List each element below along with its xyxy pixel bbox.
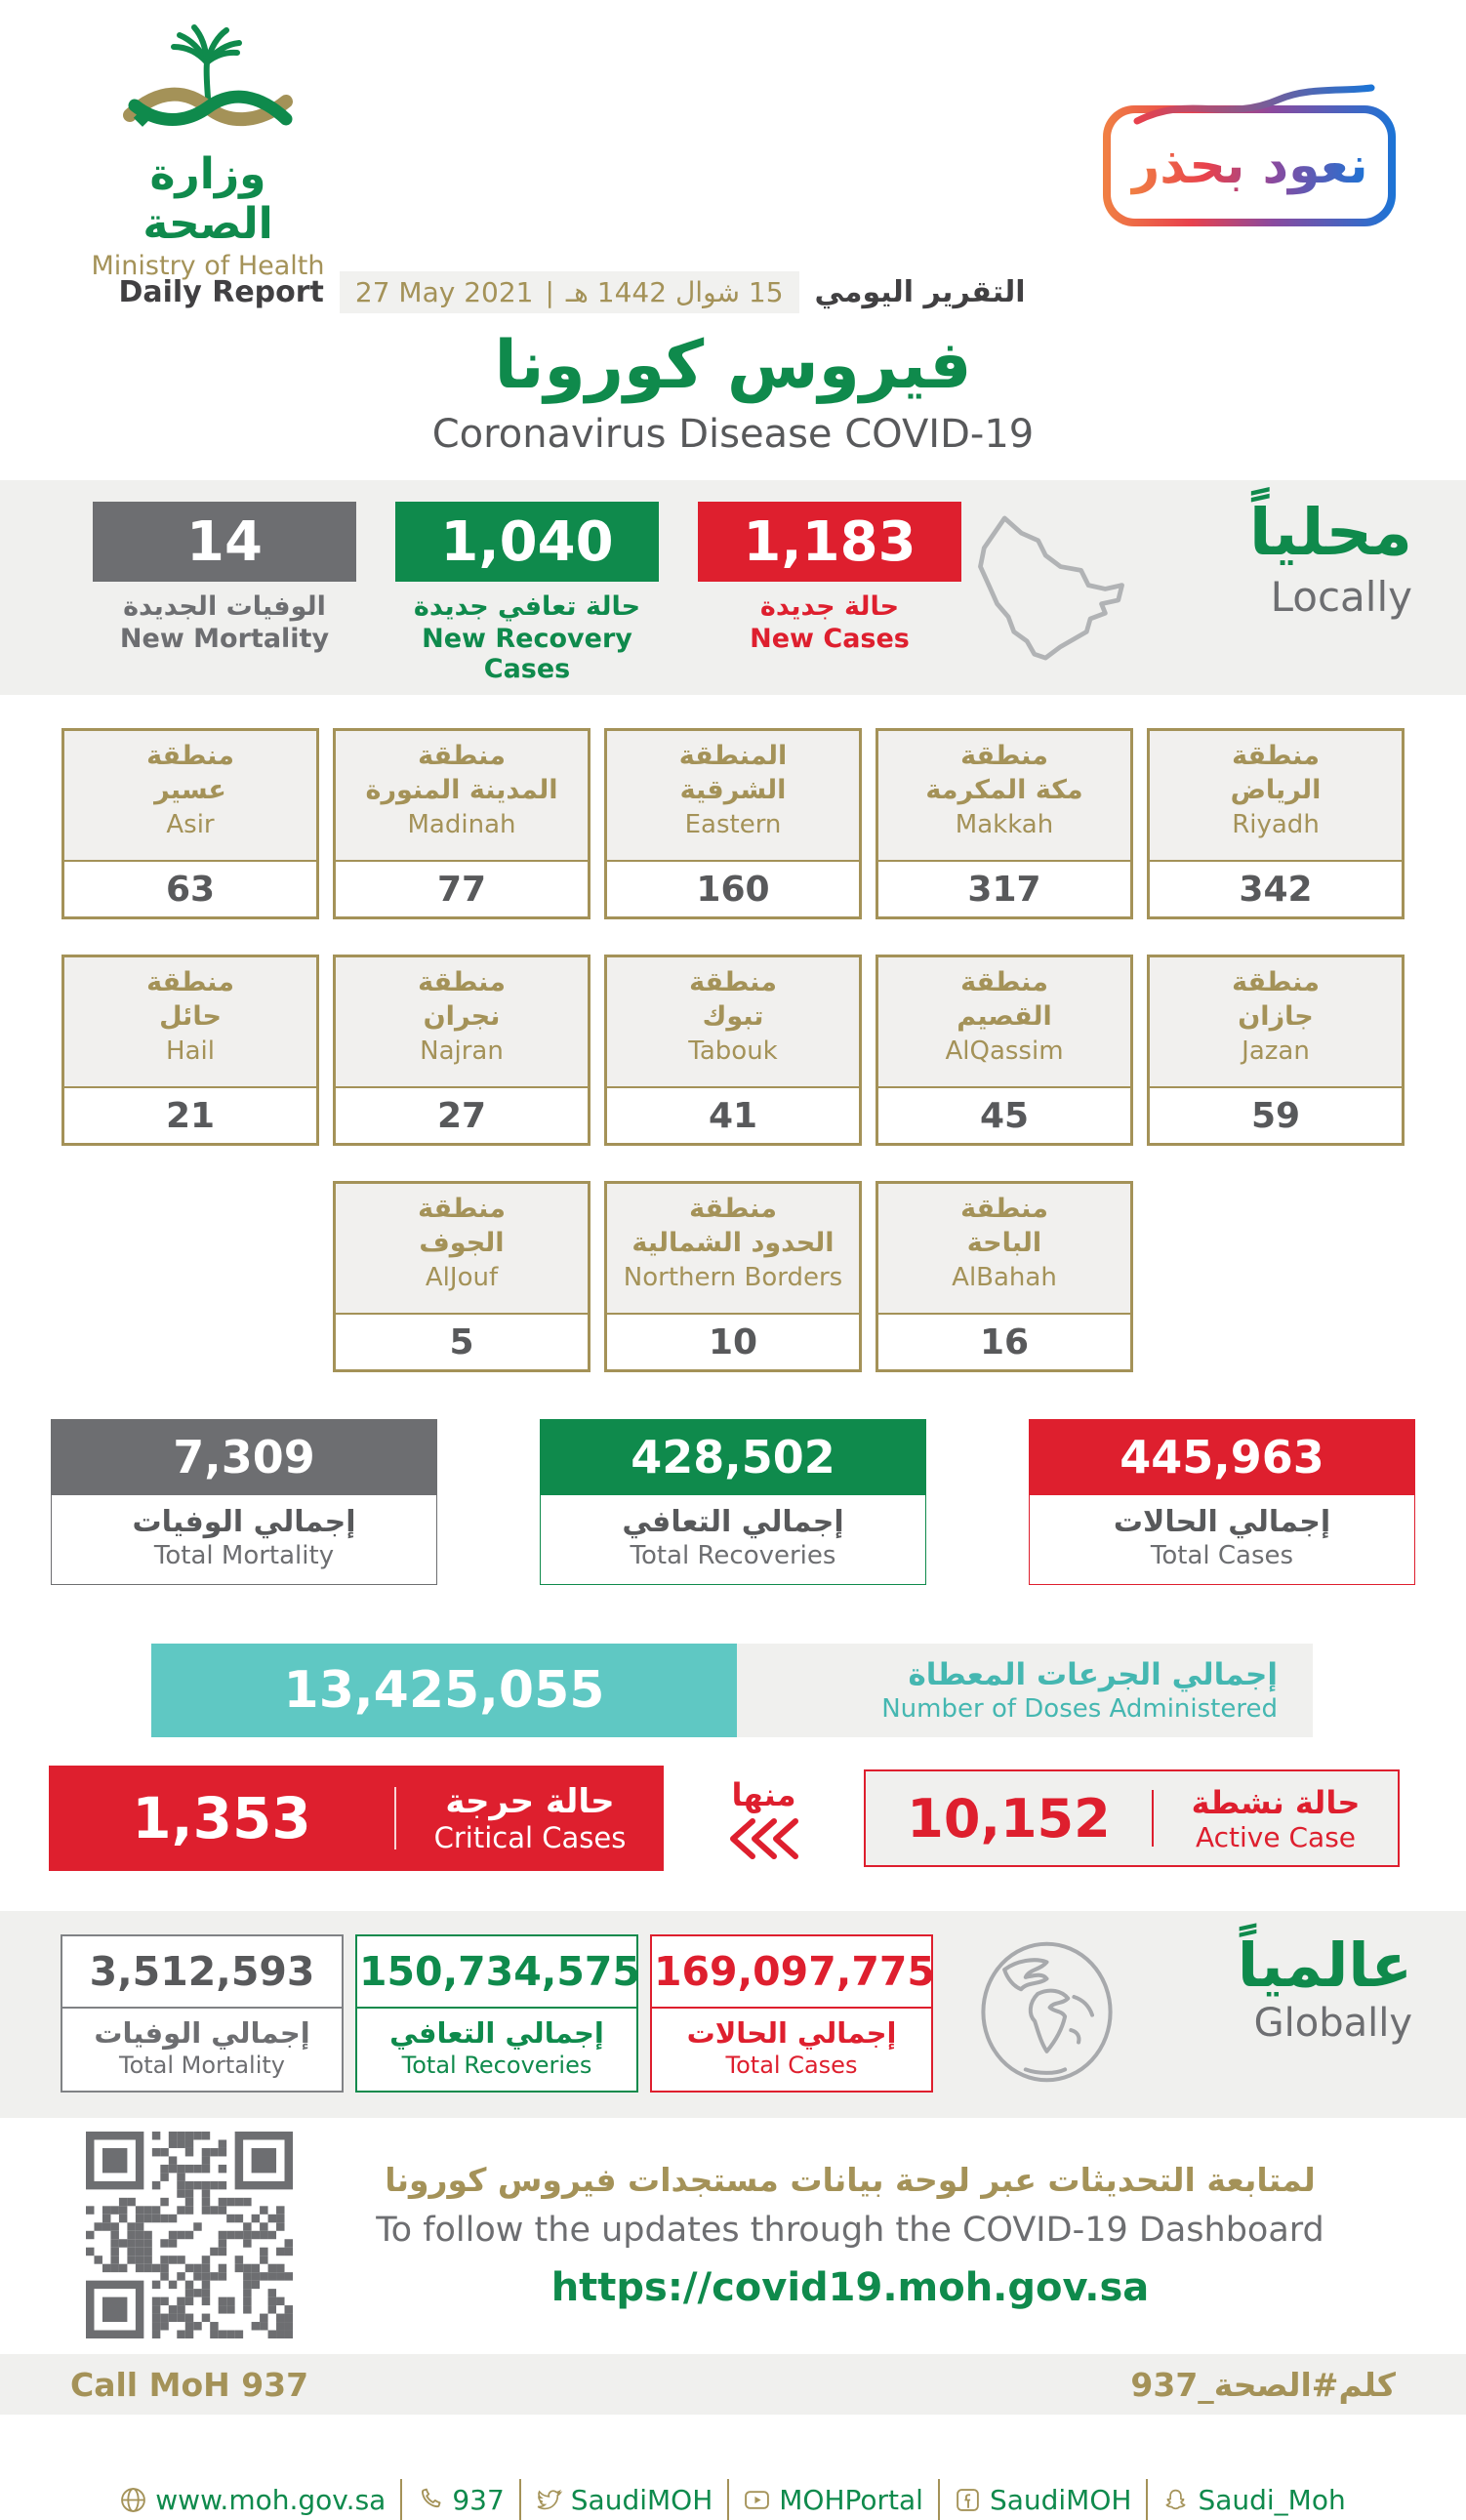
region-card (876, 955, 1133, 1146)
region-name-en: Northern Borders (623, 1263, 843, 1293)
total-labels (51, 1495, 437, 1585)
total-label-en: Total Mortality (153, 1541, 335, 1570)
call-moh-band (0, 2354, 1466, 2415)
region-name-ar: تبوك (702, 1001, 764, 1033)
dashboard-section (0, 2134, 1466, 2337)
region-card-header (607, 1184, 859, 1315)
stat-label-ar: الوفيات الجديدة (123, 591, 326, 622)
total-stat-box (51, 1419, 437, 1585)
globally-section (0, 1911, 1466, 2118)
facebook-link-text: SaudiMOH (989, 2483, 1132, 2516)
youtube-link-text: MOHPortal (779, 2483, 923, 2516)
region-card-header (607, 957, 859, 1088)
region-prefix-ar: المنطقة (678, 741, 788, 771)
footer-separator (519, 2479, 521, 2520)
facebook-icon (955, 2487, 981, 2513)
region-case-count: 63 (165, 869, 216, 910)
call-center-link[interactable] (417, 2484, 504, 2516)
date-chip (340, 271, 799, 313)
global-stat-box (650, 1934, 933, 2093)
region-card (333, 1181, 590, 1372)
region-name-ar: الباحة (966, 1228, 1042, 1259)
region-card (1147, 728, 1405, 919)
global-value: 169,097,775 (652, 1936, 931, 2009)
total-value: 7,309 (51, 1419, 437, 1495)
moh-logo-mark-icon (86, 21, 330, 143)
region-prefix-ar: منطقة (146, 741, 234, 771)
date-separator: | (545, 276, 554, 308)
region-card-header (64, 957, 316, 1088)
region-card-header (336, 731, 588, 862)
region-card-header (336, 1184, 588, 1315)
region-name-ar: الحدود الشمالية (631, 1228, 835, 1259)
global-labels (652, 2009, 931, 2091)
region-card-header (878, 957, 1130, 1088)
region-case-count: 10 (708, 1321, 758, 1362)
stat-label-en: New Recovery Cases (422, 624, 632, 684)
footer-separator (1146, 2479, 1148, 2520)
region-name-en: AlJouf (425, 1263, 499, 1293)
region-name-ar: الرياض (1230, 775, 1322, 806)
region-prefix-ar: منطقة (418, 1194, 506, 1224)
page-title-ar: فيروس كورونا (494, 327, 972, 404)
footer-separator (938, 2479, 940, 2520)
locally-heading-ar: محلياً (1248, 495, 1412, 570)
globally-heading-ar: عالمياً (1237, 1930, 1412, 2001)
global-value: 3,512,593 (62, 1936, 342, 2009)
global-label-en: Total Cases (725, 2052, 858, 2079)
locally-heading-en: Locally (1270, 572, 1412, 621)
hashtag-label: كلم#الصحة_937 (1130, 2365, 1396, 2404)
total-label-ar: إجمالي الوفيات (132, 1505, 356, 1539)
region-name-ar: القصيم (957, 1001, 1052, 1033)
doses-bar (151, 1644, 1313, 1737)
region-name-ar: الجوف (419, 1228, 505, 1259)
stat-label-ar: حالة تعافي جديدة (413, 591, 641, 622)
region-case-count: 342 (1239, 869, 1313, 910)
global-label-en: Total Mortality (118, 2052, 285, 2079)
region-case-count: 41 (708, 1095, 758, 1136)
region-card (604, 728, 862, 919)
total-label-ar: إجمالي الحالات (1113, 1505, 1331, 1539)
region-prefix-ar: منطقة (146, 967, 234, 997)
region-prefix-ar: منطقة (960, 741, 1048, 771)
globe-icon (120, 2487, 146, 2513)
dashboard-note-ar: لمتابعة التحديثات عبر لوحة بيانات مستجدات فيروس كورونا (385, 2160, 1316, 2199)
region-card (604, 955, 862, 1146)
region-name-en: AlBahah (952, 1263, 1057, 1293)
stat-value: 14 (93, 502, 356, 582)
region-card (1147, 955, 1405, 1146)
badge-frame (1103, 105, 1396, 226)
region-name-ar: نجران (423, 1001, 501, 1033)
doses-label-ar: إجمالي الجرعات المعطاة (908, 1657, 1278, 1692)
stat-value: 1,183 (698, 502, 961, 582)
region-name-en: Najran (420, 1036, 504, 1067)
region-name-en: Madinah (407, 810, 516, 840)
snapchat-link[interactable] (1162, 2484, 1345, 2516)
region-name-en: Tabouk (688, 1036, 778, 1067)
global-stat-box (61, 1934, 344, 2093)
left-chevrons-icon (727, 1817, 801, 1860)
return-with-caution-badge (1103, 105, 1396, 226)
call-center-link-text: 937 (452, 2483, 505, 2516)
total-stat-box (540, 1419, 926, 1585)
dashboard-note (293, 2161, 1466, 2310)
stat-label-ar: حالة جديدة (759, 591, 900, 622)
twitter-link[interactable] (536, 2484, 713, 2516)
region-name-ar: عسير (154, 775, 226, 806)
twitter-link-text: SaudiMOH (570, 2483, 713, 2516)
totals-row (0, 1372, 1466, 1585)
region-name-en: Eastern (684, 810, 782, 840)
region-name-en: Jazan (1242, 1036, 1310, 1067)
snapchat-link-text: Saudi_Moh (1198, 2483, 1346, 2516)
region-card-header (336, 957, 588, 1088)
region-name-en: Asir (166, 810, 215, 840)
region-case-count: 21 (165, 1095, 216, 1136)
total-value: 428,502 (540, 1419, 926, 1495)
header (0, 0, 1466, 281)
global-label-ar: إجمالي الحالات (686, 2016, 897, 2050)
critical-cases-value: 1,353 (132, 1785, 311, 1851)
total-stat-box (1029, 1419, 1415, 1585)
region-name-ar: جازان (1238, 1001, 1314, 1033)
report-date-row (0, 271, 1305, 313)
twitter-icon (536, 2487, 562, 2513)
footer-separator (400, 2479, 402, 2520)
region-case-count: 16 (979, 1321, 1030, 1362)
region-case-count: 5 (449, 1321, 474, 1362)
regions-row-1 (61, 728, 1405, 919)
region-name-ar: حائل (159, 1001, 222, 1033)
critical-cases-labels (396, 1782, 664, 1854)
region-case-count: 45 (979, 1095, 1030, 1136)
new-stat-box (698, 502, 961, 684)
region-card-header (64, 731, 316, 862)
youtube-icon (744, 2487, 770, 2513)
region-card-header (1150, 731, 1402, 862)
critical-cases-box (49, 1766, 664, 1871)
total-labels (540, 1495, 926, 1585)
total-label-ar: إجمالي التعافي (622, 1505, 844, 1539)
region-card (61, 955, 319, 1146)
website-link[interactable] (120, 2484, 386, 2516)
doses-label-en: Number of Doses Administered (881, 1694, 1278, 1724)
active-label-ar: حالة نشطة (1191, 1783, 1361, 1821)
globe-icon (971, 1936, 1122, 2088)
moh-logo (86, 21, 330, 281)
regions-grid (0, 695, 1466, 1372)
call-moh-label: Call MoH 937 (70, 2365, 309, 2404)
doses-value: 13,425,055 (151, 1644, 737, 1737)
region-name-en: AlQassim (945, 1036, 1064, 1067)
region-card-header (878, 731, 1130, 862)
region-case-count: 27 (436, 1095, 487, 1136)
region-card (333, 728, 590, 919)
region-case-count: 77 (436, 869, 487, 910)
page-title-en: Coronavirus Disease COVID-19 (431, 412, 1035, 457)
region-card (876, 1181, 1133, 1372)
region-prefix-ar: منطقة (960, 967, 1048, 997)
region-case-count: 59 (1250, 1095, 1301, 1136)
badge-body (1111, 113, 1388, 219)
region-card (604, 1181, 862, 1372)
doses-labels (737, 1644, 1313, 1737)
active-cases-value: 10,152 (907, 1787, 1111, 1849)
total-label-en: Total Cases (1150, 1541, 1294, 1570)
region-card-header (878, 1184, 1130, 1315)
logo-title-ar: وزارة الصحة (143, 149, 273, 249)
region-card (333, 955, 590, 1146)
youtube-link[interactable] (744, 2484, 923, 2516)
saudi-map-outline (949, 498, 1154, 678)
stat-label-en: New Mortality (119, 624, 330, 654)
region-prefix-ar: منطقة (1232, 741, 1320, 771)
globally-heading-en: Globally (1253, 2001, 1412, 2047)
badge-text: نعود بحذر (1130, 137, 1368, 195)
region-card (876, 728, 1133, 919)
stat-label-en: New Cases (750, 624, 910, 654)
critical-label-ar: حالة حرجة (445, 1782, 615, 1821)
region-card-header (607, 731, 859, 862)
website-link-text: www.moh.gov.sa (155, 2483, 387, 2516)
snapchat-icon (1162, 2487, 1189, 2513)
total-labels (1029, 1495, 1415, 1585)
active-cases-labels (1154, 1784, 1398, 1853)
global-value: 150,734,575 (357, 1936, 636, 2009)
facebook-link[interactable] (955, 2484, 1131, 2516)
region-prefix-ar: منطقة (960, 1194, 1048, 1224)
region-prefix-ar: منطقة (1232, 967, 1320, 997)
phone-icon (417, 2487, 443, 2513)
region-name-ar: المدينة المنورة (365, 775, 558, 806)
global-label-en: Total Recoveries (401, 2052, 592, 2079)
locally-section (0, 480, 1466, 695)
global-label-ar: إجمالي التعافي (389, 2016, 604, 2050)
region-case-count: 160 (696, 869, 770, 910)
region-name-ar: الشرقية (679, 775, 787, 806)
region-prefix-ar: منطقة (418, 967, 506, 997)
active-label-en: Active Case (1195, 1820, 1357, 1853)
new-stat-box (395, 502, 659, 684)
of-which-label-ar: منها (731, 1776, 796, 1813)
region-name-en: Hail (166, 1036, 215, 1067)
daily-report-label-en: Daily Report (118, 275, 324, 309)
active-cases-box (864, 1769, 1400, 1867)
logo-title-en: Ministry of Health (91, 251, 325, 281)
region-prefix-ar: منطقة (689, 967, 777, 997)
total-value: 445,963 (1029, 1419, 1415, 1495)
date-hijri: 15 شوال 1442 هـ (565, 276, 784, 308)
global-stat-box (355, 1934, 638, 2093)
region-card-header (1150, 957, 1402, 1088)
total-label-en: Total Recoveries (630, 1541, 836, 1570)
region-name-en: Makkah (955, 810, 1054, 840)
critical-active-row (49, 1765, 1466, 1872)
region-card (61, 728, 319, 919)
critical-label-en: Critical Cases (433, 1821, 627, 1854)
dashboard-note-en: To follow the updates through the COVID-19 Dashboard (376, 2210, 1324, 2250)
global-label-ar: إجمالي الوفيات (94, 2016, 310, 2050)
footer-separator (727, 2479, 729, 2520)
daily-report-label-ar: التقرير اليومي (814, 275, 1026, 309)
footer-links (0, 2479, 1466, 2520)
region-prefix-ar: منطقة (418, 741, 506, 771)
dashboard-link[interactable]: https://covid19.moh.gov.sa (550, 2264, 1150, 2310)
region-case-count: 317 (967, 869, 1041, 910)
of-which-connector (664, 1776, 864, 1860)
new-stat-box (93, 502, 356, 684)
stat-value: 1,040 (395, 502, 659, 582)
region-prefix-ar: منطقة (689, 1194, 777, 1224)
badge-wave-icon (1132, 84, 1376, 127)
global-labels (62, 2009, 342, 2091)
regions-row-3 (61, 1181, 1405, 1372)
locally-heading (1248, 495, 1412, 621)
global-labels (357, 2009, 636, 2091)
region-name-en: Riyadh (1232, 810, 1320, 840)
locally-stats (0, 480, 1466, 684)
qr-code[interactable] (86, 2132, 293, 2338)
regions-row-2 (61, 955, 1405, 1146)
region-name-ar: مكة المكرمة (925, 775, 1083, 806)
globally-heading (1238, 1932, 1412, 2046)
date-gregorian: 27 May 2021 (354, 276, 534, 308)
